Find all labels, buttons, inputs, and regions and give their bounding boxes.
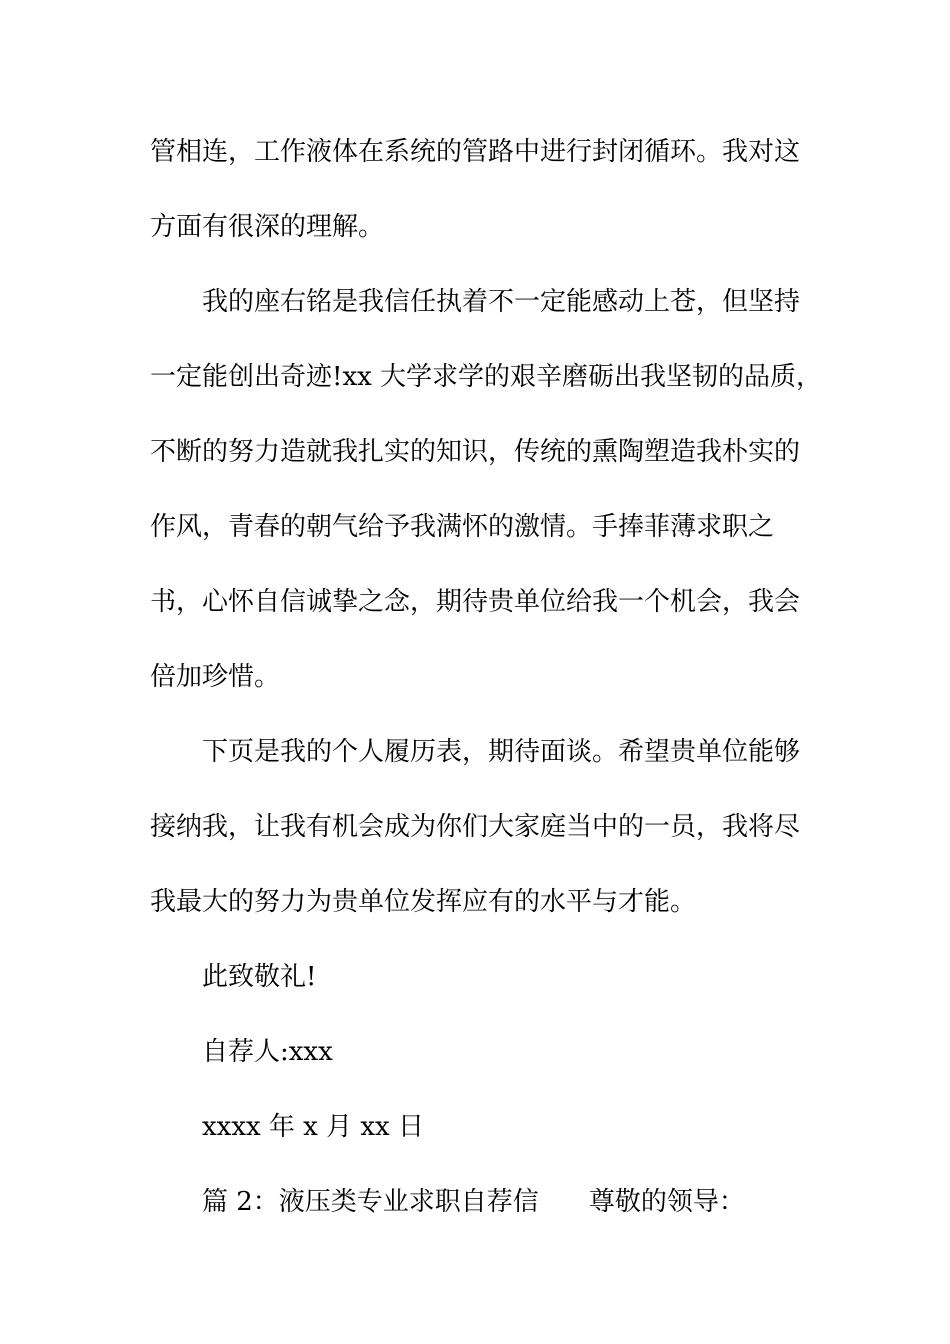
signature-line: 自荐人:xxx — [202, 1037, 333, 1067]
paragraph-line: 我的座右铭是我信任执着不一定能感动上苍，但坚持 — [202, 287, 801, 317]
section-title: 篇 2：液压类专业求职自荐信 — [202, 1187, 539, 1217]
paragraph-line: 下页是我的个人履历表，期待面谈。希望贵单位能够 — [202, 737, 801, 767]
paragraph-line: 方面有很深的理解。 — [150, 212, 385, 242]
paragraph-line: 一定能创出奇迹!xx 大学求学的艰辛磨砺出我坚韧的品质， — [150, 362, 823, 392]
closing-salutation: 此致敬礼! — [202, 962, 317, 992]
section-heading — [202, 1185, 745, 1219]
paragraph-line: 倍加珍惜。 — [150, 662, 281, 692]
paragraph-line: 书，心怀自信诚挚之念，期待贵单位给我一个机会，我会 — [150, 587, 801, 617]
section-salutation: 尊敬的领导： — [588, 1187, 745, 1217]
paragraph-line: 管相连，工作液体在系统的管路中进行封闭循环。我对这 — [150, 137, 801, 167]
paragraph-line: 作风，青春的朝气给予我满怀的激情。手捧菲薄求职之 — [150, 512, 775, 542]
paragraph-line: 我最大的努力为贵单位发挥应有的水平与才能。 — [150, 887, 697, 917]
date-line: xxxx 年 x 月 xx 日 — [202, 1112, 424, 1142]
paragraph-line: 不断的努力造就我扎实的知识，传统的熏陶塑造我朴实的 — [150, 437, 801, 467]
paragraph-line: 接纳我，让我有机会成为你们大家庭当中的一员，我将尽 — [150, 812, 801, 842]
